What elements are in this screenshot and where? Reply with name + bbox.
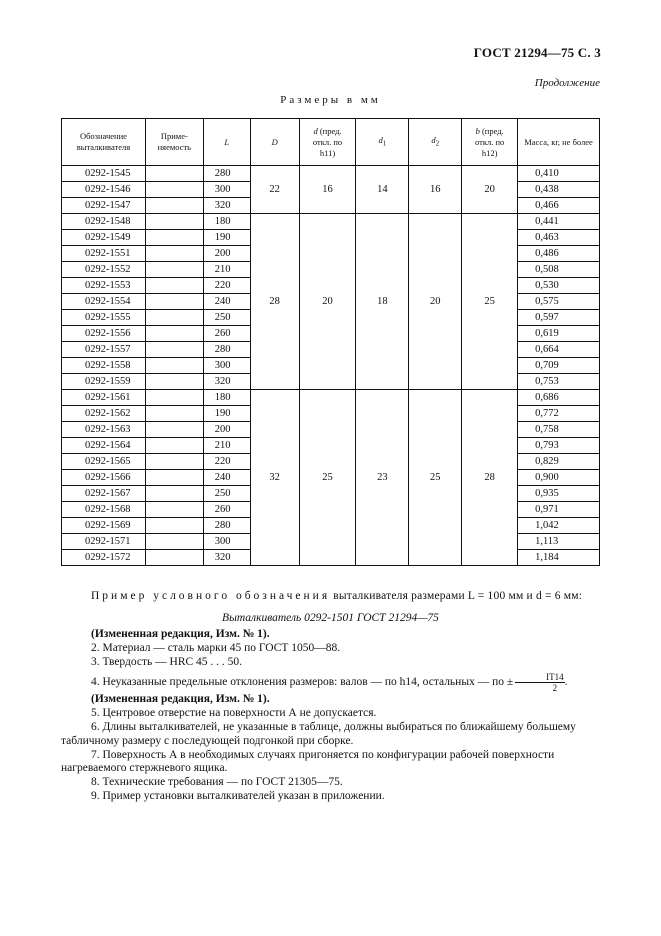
header-d2: $d_2$ — [409, 119, 462, 166]
length-cell: 180 — [203, 214, 250, 230]
length-cell: 180 — [203, 390, 250, 406]
mass-cell: 0,486 — [518, 246, 600, 262]
mass-cell: 0,575 — [518, 294, 600, 310]
note-8: 8. Технические требования — по ГОСТ 21305—75. — [91, 776, 343, 789]
application-cell — [145, 246, 203, 262]
designation-cell: 0292-1568 — [62, 502, 146, 518]
width-b-cell: 28 — [462, 390, 518, 566]
length-cell: 200 — [203, 422, 250, 438]
length-cell: 220 — [203, 454, 250, 470]
diameter-d1-cell: 14 — [356, 166, 409, 214]
mass-cell: 0,935 — [518, 486, 600, 502]
length-cell: 210 — [203, 262, 250, 278]
designation-cell: 0292-1567 — [62, 486, 146, 502]
header-L: L — [203, 119, 250, 166]
application-cell — [145, 166, 203, 182]
diameter-D-cell: 28 — [250, 214, 299, 390]
units-caption: Размеры в мм — [280, 94, 381, 106]
mass-cell: 0,753 — [518, 374, 600, 390]
designation-cell: 0292-1558 — [62, 358, 146, 374]
mass-cell: 0,758 — [518, 422, 600, 438]
application-cell — [145, 262, 203, 278]
designation-cell: 0292-1572 — [62, 550, 146, 566]
mass-cell: 1,113 — [518, 534, 600, 550]
length-cell: 260 — [203, 502, 250, 518]
continuation-label: Продолжение — [534, 77, 600, 89]
length-cell: 200 — [203, 246, 250, 262]
amendment-note: (Измененная редакция, Изм. № 1). — [91, 628, 270, 640]
application-cell — [145, 326, 203, 342]
dimensions-table — [61, 118, 600, 566]
length-cell: 320 — [203, 550, 250, 566]
application-cell — [145, 198, 203, 214]
application-cell — [145, 486, 203, 502]
application-cell — [145, 294, 203, 310]
length-cell: 280 — [203, 166, 250, 182]
example-line — [91, 590, 582, 602]
designation-cell: 0292-1555 — [62, 310, 146, 326]
length-cell: 260 — [203, 326, 250, 342]
application-cell — [145, 358, 203, 374]
mass-cell: 0,463 — [518, 230, 600, 246]
mass-cell: 1,184 — [518, 550, 600, 566]
header-D: D — [250, 119, 299, 166]
page-header: ГОСТ 21294—75 С. 3 — [473, 45, 601, 60]
note-9: 9. Пример установки выталкивателей указан в приложении. — [91, 789, 385, 802]
designation-cell: 0292-1565 — [62, 454, 146, 470]
example-rest: выталкивателя размерами L = 100 мм и d = 6 мм: — [333, 590, 583, 602]
mass-cell: 1,042 — [518, 518, 600, 534]
application-cell — [145, 182, 203, 198]
note-4: 4. Неуказанные предельные отклонения размеров: валов — по h14, остальных — по ± $\frac{IT14}{2}$ . — [91, 672, 568, 694]
diameter-D-cell: 32 — [250, 390, 299, 566]
designation-cell: 0292-1564 — [62, 438, 146, 454]
mass-cell: 0,971 — [518, 502, 600, 518]
diameter-d-cell: 16 — [299, 166, 356, 214]
designation-cell: 0292-1552 — [62, 262, 146, 278]
mass-cell: 0,619 — [518, 326, 600, 342]
designation-cell: 0292-1551 — [62, 246, 146, 262]
length-cell: 210 — [203, 438, 250, 454]
note-7: 7. Поверхность А в необходимых случаях пригоняется по конфигурации рабочей поверхности нагреваемого стержневого ящика. — [61, 748, 555, 775]
mass-cell: 0,410 — [518, 166, 600, 182]
designation-cell: 0292-1571 — [62, 534, 146, 550]
application-cell — [145, 502, 203, 518]
mass-cell: 0,664 — [518, 342, 600, 358]
designation-cell: 0292-1562 — [62, 406, 146, 422]
table-row — [62, 214, 600, 230]
note-5: 5. Центровое отверстие на поверхности А не допускается. — [91, 707, 377, 720]
note-3: 3. Твердость — HRC 45 . . . 50. — [91, 655, 243, 668]
mass-cell: 0,686 — [518, 390, 600, 406]
application-cell — [145, 390, 203, 406]
application-cell — [145, 230, 203, 246]
amendment-note-2: (Измененная редакция, Изм. № 1). — [91, 693, 270, 706]
length-cell: 280 — [203, 342, 250, 358]
designation-cell: 0292-1545 — [62, 166, 146, 182]
fraction-it14: $\frac{IT14}{2}$ — [515, 672, 565, 693]
width-b-cell: 20 — [462, 166, 518, 214]
width-b-cell: 25 — [462, 214, 518, 390]
header-application: Приме- няемость — [145, 119, 203, 166]
application-cell — [145, 422, 203, 438]
mass-cell: 0,441 — [518, 214, 600, 230]
application-cell — [145, 438, 203, 454]
mass-cell: 0,466 — [518, 198, 600, 214]
diameter-D-cell: 22 — [250, 166, 299, 214]
designation-cell: 0292-1546 — [62, 182, 146, 198]
mass-cell: 0,597 — [518, 310, 600, 326]
mass-cell: 0,508 — [518, 262, 600, 278]
designation-cell: 0292-1563 — [62, 422, 146, 438]
designation-cell: 0292-1569 — [62, 518, 146, 534]
notes-section — [61, 628, 601, 804]
mass-cell: 0,900 — [518, 470, 600, 486]
application-cell — [145, 342, 203, 358]
header-designation: Обозначение выталкивателя — [62, 119, 146, 166]
table-row — [62, 390, 600, 406]
mass-cell: 0,829 — [518, 454, 600, 470]
length-cell: 240 — [203, 470, 250, 486]
diameter-d2-cell: 16 — [409, 166, 462, 214]
designation-cell: 0292-1566 — [62, 470, 146, 486]
designation-cell: 0292-1554 — [62, 294, 146, 310]
mass-cell: 0,530 — [518, 278, 600, 294]
length-cell: 240 — [203, 294, 250, 310]
designation-cell: 0292-1547 — [62, 198, 146, 214]
designation-cell: 0292-1548 — [62, 214, 146, 230]
length-cell: 280 — [203, 518, 250, 534]
designation-cell: 0292-1557 — [62, 342, 146, 358]
designation-cell: 0292-1559 — [62, 374, 146, 390]
table-header-row — [62, 119, 600, 166]
example-lead: Пример условного обозначения — [91, 590, 331, 602]
diameter-d2-cell: 25 — [409, 390, 462, 566]
example-designation: Выталкиватель 0292-1501 ГОСТ 21294—75 — [222, 612, 439, 624]
mass-cell: 0,438 — [518, 182, 600, 198]
header-d1: $d_1$ — [356, 119, 409, 166]
length-cell: 250 — [203, 310, 250, 326]
designation-cell: 0292-1561 — [62, 390, 146, 406]
length-cell: 190 — [203, 230, 250, 246]
length-cell: 320 — [203, 374, 250, 390]
application-cell — [145, 454, 203, 470]
application-cell — [145, 214, 203, 230]
diameter-d-cell: 25 — [299, 390, 356, 566]
mass-cell: 0,709 — [518, 358, 600, 374]
application-cell — [145, 278, 203, 294]
header-d: d (пред. откл. по h11) — [299, 119, 356, 166]
application-cell — [145, 550, 203, 566]
application-cell — [145, 310, 203, 326]
application-cell — [145, 406, 203, 422]
length-cell: 300 — [203, 358, 250, 374]
table-body — [62, 166, 600, 566]
length-cell: 320 — [203, 198, 250, 214]
designation-cell: 0292-1549 — [62, 230, 146, 246]
diameter-d1-cell: 18 — [356, 214, 409, 390]
mass-cell: 0,772 — [518, 406, 600, 422]
length-cell: 220 — [203, 278, 250, 294]
note-6: 6. Длины выталкивателей, не указанные в таблице, должны выбираться по ближайшему большему табличному размеру с последующей подгонкой при сборке. — [61, 720, 576, 747]
application-cell — [145, 518, 203, 534]
length-cell: 190 — [203, 406, 250, 422]
length-cell: 300 — [203, 182, 250, 198]
header-mass: Масса, кг, не более — [518, 119, 600, 166]
application-cell — [145, 374, 203, 390]
diameter-d1-cell: 23 — [356, 390, 409, 566]
diameter-d-cell: 20 — [299, 214, 356, 390]
application-cell — [145, 470, 203, 486]
diameter-d2-cell: 20 — [409, 214, 462, 390]
header-b: b (пред. откл. по h12) — [462, 119, 518, 166]
designation-cell: 0292-1556 — [62, 326, 146, 342]
table-row — [62, 166, 600, 182]
length-cell: 300 — [203, 534, 250, 550]
designation-cell: 0292-1553 — [62, 278, 146, 294]
length-cell: 250 — [203, 486, 250, 502]
application-cell — [145, 534, 203, 550]
mass-cell: 0,793 — [518, 438, 600, 454]
note-2: 2. Материал — сталь марки 45 по ГОСТ 1050—88. — [91, 641, 341, 654]
